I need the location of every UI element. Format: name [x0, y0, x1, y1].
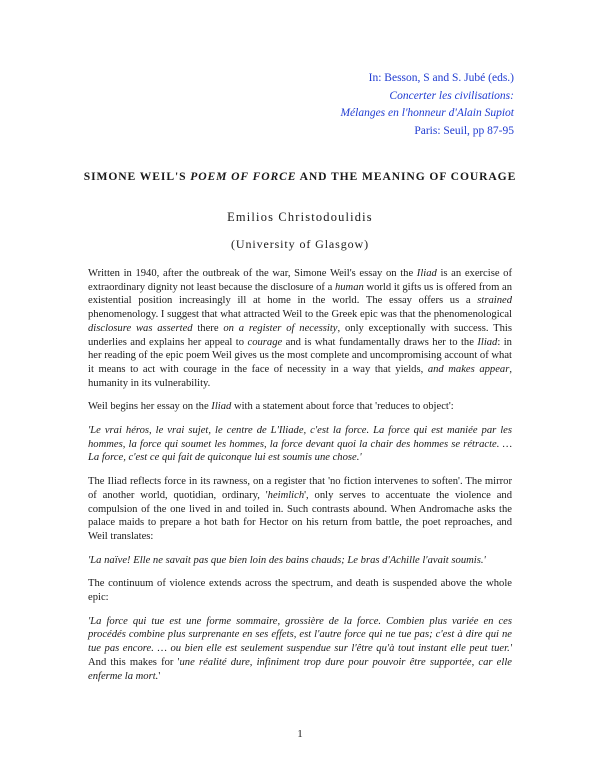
text-run: Written in 1940, after the outbreak of the war, Simone Weil's essay on the [88, 268, 417, 279]
text-run-italic: Iliad [211, 401, 232, 413]
quote-1: 'Le vrai héros, le vrai sujet, le centre de L'Iliade, c'est la force. La force qui est maniée par les hommes, la force qui soumet les hommes, la force devant quoi la chair des hommes se rétracte. … La force, c'est ce qui fait de quiconque lui est soumis une chose.' [88, 425, 512, 464]
title-part-1: SIMONE WEIL'S [83, 170, 191, 183]
text-run: ' [158, 670, 161, 682]
text-run: with a statement about force that 'reduces to object': [231, 401, 454, 413]
text-run: ', only serves to accentuate the violence and compulsion of the one lived in and toiled in. Such contrasts abound. When Andromache asks the palace maids to prepare a hot bath for Hector on his return from battle, the poet reproaches, and Weil translates: [88, 489, 512, 542]
text-run-italic: on a register of necessity [223, 322, 338, 334]
text-run: , humanity in its vulnerability. [88, 363, 512, 389]
text-run-italic: Iliad [477, 336, 498, 348]
text-run: The Iliad reflects force in its rawness, on a register that 'no fiction intervenes to soften'. The mirror of another world, quotidian, ordinary, ' [88, 476, 512, 501]
text-run: there [192, 322, 224, 334]
text-run: world it gifts us is offered from an existential position increasingly ill at home in the world. The essay offers us a [88, 281, 513, 307]
text-run: , only exceptionally with success. This underlies and explains her appeal to [88, 322, 512, 348]
text-run-italic: human [334, 281, 364, 293]
text-run-italic: disclosure was asserted [88, 322, 193, 334]
text-run-italic: courage [247, 336, 283, 348]
page-number: 1 [297, 728, 303, 740]
citation-book-title: Concerter les civilisations: [389, 89, 514, 102]
title-part-3: AND THE MEANING OF COURAGE [296, 170, 517, 183]
text-run-italic: and makes appear [427, 363, 510, 375]
text-run: is an exercise of extraordinary dignity not least because the disclosure of a [88, 268, 512, 293]
author-name: Emilios Christodoulidis [227, 210, 373, 224]
text-run: and is what fundamentally draws her to the [282, 336, 478, 348]
paragraph-3 [88, 475, 512, 544]
text-run-italic: une réalité dure, infiniment trop dure pour pouvoir être supportée, car elle enferme la mort. [88, 656, 512, 682]
title-part-2: POEM OF FORCE [190, 170, 297, 183]
citation-editors: In: Besson, S and S. Jubé (eds.) [368, 72, 514, 84]
author-affiliation: (University of Glasgow) [230, 237, 369, 251]
paper-title [0, 170, 600, 183]
text-run: Weil begins her essay on the [88, 401, 212, 413]
paragraph-2 [88, 400, 512, 414]
citation-book-subtitle: Mélanges en l'honneur d'Alain Supiot [340, 107, 514, 119]
text-run-italic: Iliad [416, 268, 437, 279]
paragraph-1 [88, 267, 512, 390]
text-run-italic: 'La force qui tue est une forme sommaire, grossière de la force. Combien plus variée en ces procédés combine plus surprenante en ses effets, est l'autre force qui ne tue pas; c'est à dire qui ne tue pas encore. … ou bien elle est seulement suspendue sur l'être qu'à tout instant elle peut tuer.' [88, 615, 512, 655]
paragraph-5 [88, 615, 512, 684]
text-run: phenomenology. I suggest that what attracted Weil to the Greek epic was that the phenomenological [88, 309, 512, 321]
text-run: And this makes for ' [88, 656, 180, 668]
citation-publisher: Paris: Seuil, pp 87-95 [414, 124, 514, 137]
quote-2: 'La naïve! Elle ne savait pas que bien loin des bains chauds; Le bras d'Achille l'avait soumis.' [88, 554, 486, 566]
citation-block [340, 70, 514, 140]
text-run: : in her reading of the epic poem Weil gives us the most complete and uncompromising account of what it means to act with courage in the face of necessity in a way that yields, [88, 336, 512, 375]
paragraph-4: The continuum of violence extends across the spectrum, and death is suspended above the whole epic: [88, 578, 512, 604]
text-run-italic: strained [477, 295, 512, 307]
text-run-italic: heimlich [267, 489, 305, 501]
paper-body [88, 267, 512, 693]
